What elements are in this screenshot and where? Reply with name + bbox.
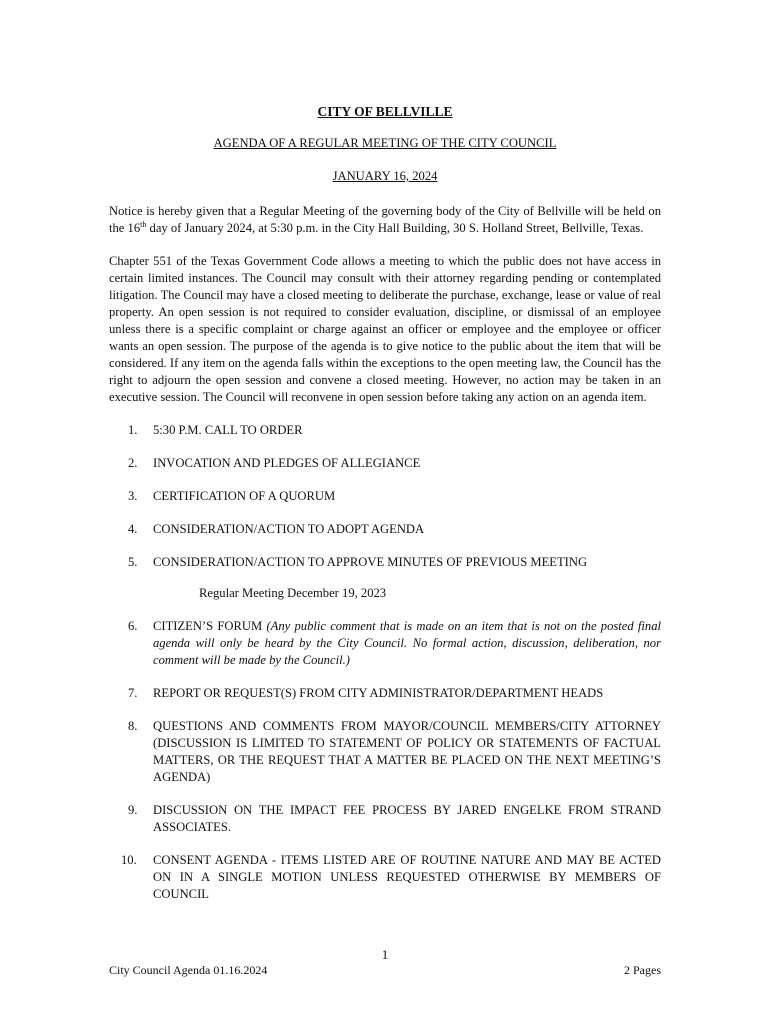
agenda-item-text: CERTIFICATION OF A QUORUM: [153, 489, 336, 503]
agenda-item-10: [109, 852, 661, 903]
agenda-item-number: 9.: [128, 803, 138, 817]
agenda-item-number: 2.: [128, 456, 138, 470]
agenda-list: [109, 422, 661, 903]
chapter-551-paragraph: Chapter 551 of the Texas Government Code allows a meeting to which the public does not have access in certain limited instances. The Council may consult with their attorney regarding pending or contemplated litigation. The Council may have a closed meeting to deliberate the purchase, exchange, lease or value of real property. An open session is not required to consider evaluation, discipline, or dismissal of an employee unless there is a specific complaint or charge against an officer or employee and the employee or officer wants an open session. The purpose of the agenda is to give notice to the public about the item that will be considered. If any item on the agenda falls within the exceptions to the open meeting law, the Council has the right to adjourn the open session and convene a closed meeting. However, no action may be taken in an executive session. The Council will reconvene in open session before taking any action on an agenda item.: [109, 254, 661, 404]
city-title: CITY OF BELLVILLE: [317, 104, 453, 119]
agenda-item-text: CITIZEN’S FORUM: [153, 619, 267, 633]
agenda-item-text: QUESTIONS AND COMMENTS FROM MAYOR/COUNCIL MEMBERS/CITY ATTORNEY (DISCUSSION IS LIMITED TO STATEMENT OF POLICY OR STATEMENTS OF FACTUAL MATTERS, OR THE REQUEST THAT A MATTER BE PLACED ON THE NEXT MEETING’S AGENDA): [153, 719, 661, 784]
agenda-item-text: CONSIDERATION/ACTION TO ADOPT AGENDA: [153, 522, 425, 536]
agenda-item-7: [109, 685, 661, 702]
agenda-item-number: 10.: [121, 853, 137, 867]
agenda-subtitle: AGENDA OF A REGULAR MEETING OF THE CITY COUNCIL: [213, 136, 557, 150]
notice-ordinal-suffix: th: [140, 219, 147, 229]
notice-text-end: day of January 2024, at 5:30 p.m. in the City Hall Building, 30 S. Holland Street, Bellville, Texas.: [146, 221, 644, 235]
agenda-item-1: [109, 422, 661, 439]
agenda-item-text: INVOCATION AND PLEDGES OF ALLEGIANCE: [153, 456, 421, 470]
page-number: 1: [381, 947, 389, 962]
agenda-item-9: [109, 802, 661, 836]
footer-page-count: 2 Pages: [624, 963, 661, 977]
agenda-item-number: 5.: [128, 555, 138, 569]
agenda-item-2: [109, 455, 661, 472]
agenda-item-8: [109, 718, 661, 786]
agenda-item-6: [109, 618, 661, 669]
agenda-item-5: [109, 554, 661, 571]
footer-document-title: City Council Agenda 01.16.2024: [109, 963, 268, 977]
agenda-item-number: 4.: [128, 522, 138, 536]
agenda-item-number: 6.: [128, 619, 138, 633]
agenda-item-number: 7.: [128, 686, 138, 700]
agenda-item-number: 1.: [128, 423, 138, 437]
agenda-item-italic-note: (Any public comment that is made on an item that is not on the posted final agenda will only be heard by the City Council. No formal action, discussion, deliberation, nor comment will be made by the Council.): [153, 619, 662, 667]
document-body: [109, 103, 661, 919]
agenda-item-4: [109, 521, 661, 538]
agenda-item-5-subitem: Regular Meeting December 19, 2023: [199, 586, 387, 600]
agenda-item-3: [109, 488, 661, 505]
notice-text-start: Notice is hereby given that a Regular Meeting of the governing body of the City of Bellville will be held on the 16: [109, 204, 661, 235]
agenda-item-text: 5:30 P.M. CALL TO ORDER: [153, 423, 303, 437]
meeting-date: JANUARY 16, 2024: [332, 169, 438, 183]
agenda-item-number: 3.: [128, 489, 138, 503]
agenda-item-text: DISCUSSION ON THE IMPACT FEE PROCESS BY JARED ENGELKE FROM STRAND ASSOCIATES.: [153, 803, 661, 834]
notice-paragraph: [109, 203, 661, 237]
agenda-item-text: REPORT OR REQUEST(S) FROM CITY ADMINISTRATOR/DEPARTMENT HEADS: [153, 686, 604, 700]
agenda-item-text: CONSIDERATION/ACTION TO APPROVE MINUTES OF PREVIOUS MEETING: [153, 555, 588, 569]
agenda-item-number: 8.: [128, 719, 138, 733]
agenda-item-text: CONSENT AGENDA - ITEMS LISTED ARE OF ROUTINE NATURE AND MAY BE ACTED ON IN A SINGLE MOTION UNLESS REQUESTED OTHERWISE BY MEMBERS OF COUNCIL: [153, 853, 661, 901]
